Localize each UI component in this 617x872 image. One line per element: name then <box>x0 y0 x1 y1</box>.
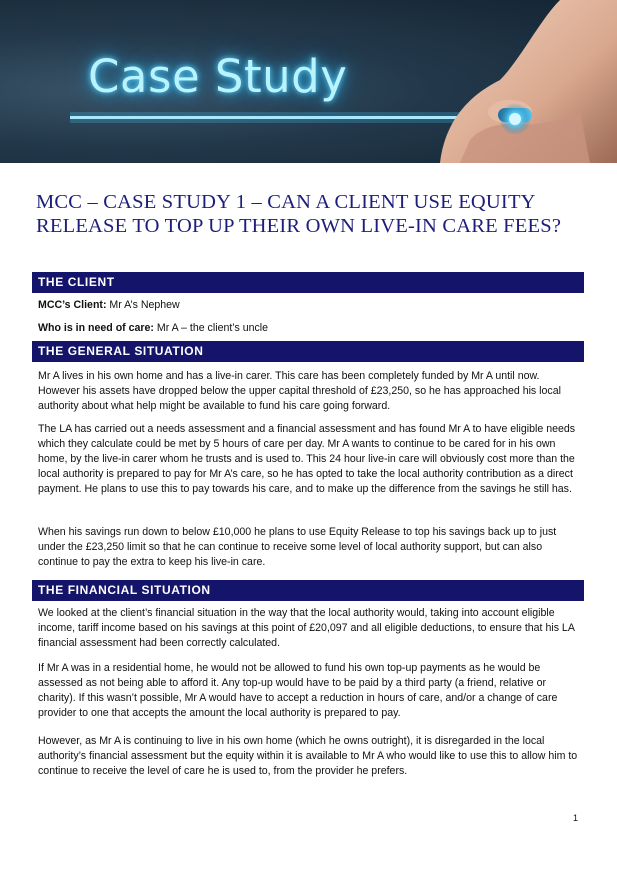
general-paragraph-1: Mr A lives in his own home and has a live-in carer. This care has been completely funded by Mr A until now. However his assets have dropped below the upper capital threshold of £23,250, so he has approached his local authority about what help might be available to fund his care going forward. <box>38 370 561 412</box>
section-heading-financial: THE FINANCIAL SITUATION <box>32 580 584 601</box>
mcc-client-label: MCC’s Client: <box>38 299 107 311</box>
hero-title-text: Case Study <box>88 50 348 103</box>
financial-paragraph-3: However, as Mr A is continuing to live in his own home (which he owns outright), it is disregarded in the local authority’s financial assessment but the equity within it is available to Mr A who would like to use this to allow him to continue to receive the level of care he is used to, from the provider he prefers. <box>38 735 578 777</box>
hero-banner <box>0 0 617 163</box>
general-paragraph-2: The LA has carried out a needs assessment and a financial assessment and has found Mr A to have eligible needs which they calculate could be met by 5 hours of care per day. Mr A wants to continue to be cared for in his own home, by the live-in carer whom he trusts and is used to. This 24 hour live-in care will obviously cost more than the local authority is prepared to pay for Mr A’s care, so he has opted to take the local authority contribution as a direct payment. He plans to use this to pay towards his care, and to make up the difference from the savings he still has. <box>38 423 576 495</box>
care-recipient-value: Mr A – the client’s uncle <box>156 322 269 334</box>
document-title: MCC – CASE STUDY 1 – CAN A CLIENT USE EQUITY RELEASE TO TOP UP THEIR OWN LIVE-IN CARE FEES? <box>36 191 562 237</box>
section-heading-client: THE CLIENT <box>32 272 584 293</box>
financial-paragraph-2: If Mr A was in a residential home, he would not be allowed to fund his own top-up payments as he would be assessed as not being able to afford it. Any top-up would have to be paid by a third party (a friend, relative or charity). If this wasn’t possible, Mr A would have to accept a reduction in hours of care, and/or a change of care provider to one that accepts the amount the local authority is prepared to pay. <box>38 662 558 719</box>
page-number: 1 <box>573 813 579 823</box>
section-heading-general: THE GENERAL SITUATION <box>32 341 584 362</box>
care-recipient-line <box>38 322 268 334</box>
mcc-client-value: Mr A’s Nephew <box>109 299 180 311</box>
mcc-client-line <box>38 299 180 311</box>
financial-paragraph-1: We looked at the client’s financial situation in the way that the local authority would, taking into account eligible income, tariff income based on his savings at this point of £20,097 and all eligible deductions, to ensure that his LA financial assessment had been correctly calculated. <box>38 607 575 649</box>
care-recipient-label: Who is in need of care: <box>38 322 154 334</box>
general-paragraph-3: When his savings run down to below £10,000 he plans to use Equity Release to top his savings back up to just under the £23,250 limit so that he can continue to receive some level of local authority support, but can also continue to pay the extra to keep his live-in care. <box>38 526 557 568</box>
